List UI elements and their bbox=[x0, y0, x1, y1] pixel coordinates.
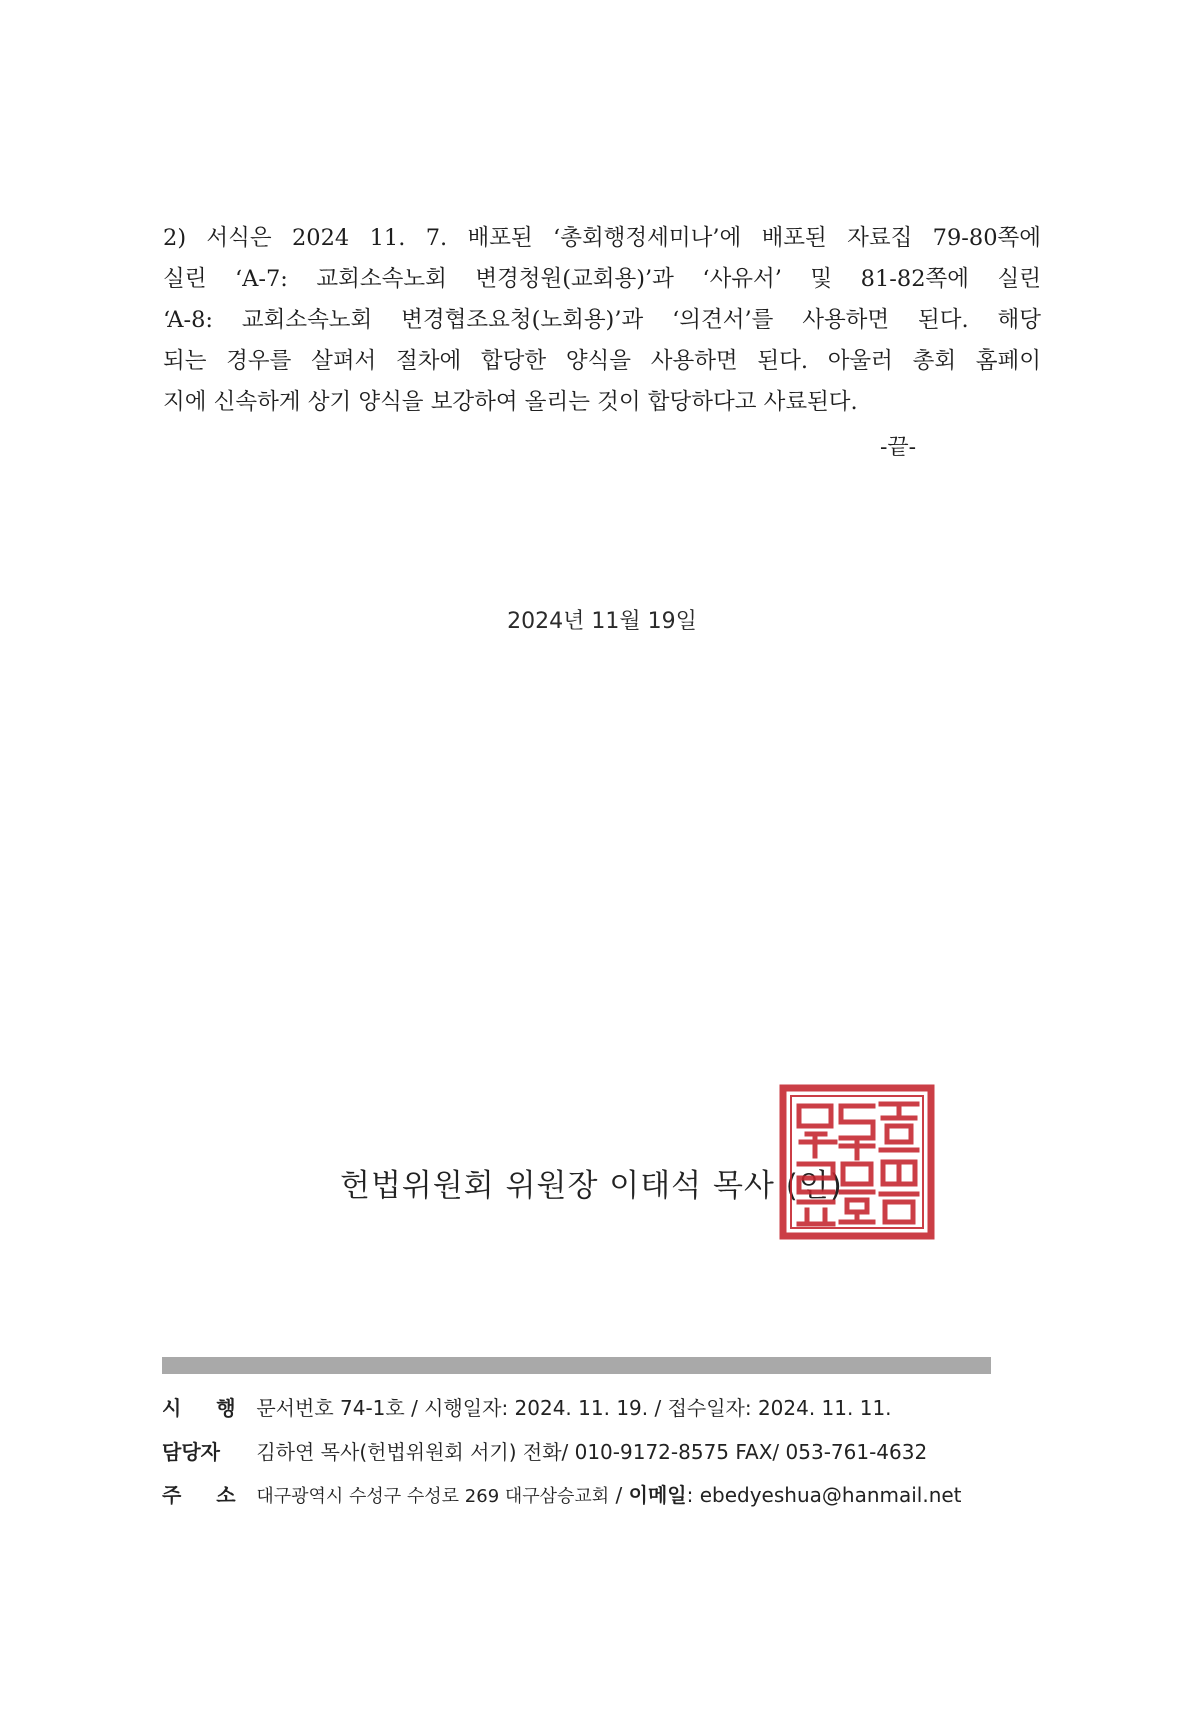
body-line: 되는 경우를 살펴서 절차에 합당한 양식을 사용하면 된다. 아울러 총회 홈페이 bbox=[163, 348, 1041, 374]
document-date: 2024년 11월 19일 bbox=[507, 609, 697, 634]
official-seal-stamp bbox=[777, 1082, 937, 1242]
footer-address-row bbox=[162, 1479, 962, 1508]
body-line: 지에 신속하게 상기 양식을 보강하여 올리는 것이 합당하다고 사료된다. bbox=[163, 389, 858, 415]
footer-contact-row bbox=[162, 1436, 927, 1465]
body-line: ‘A-8: 교회소속노회 변경협조요청(노회용)’과 ‘의견서’를 사용하면 된다. 해당 bbox=[163, 307, 1041, 333]
signature-line: 헌법위원회 위원장 이태석 목사 (인) bbox=[340, 1168, 843, 1204]
email-label: 이메일 bbox=[628, 1483, 687, 1507]
footer-divider-bar bbox=[162, 1357, 991, 1374]
body-line: 실린 ‘A-7: 교회소속노회 변경청원(교회용)’과 ‘사유서’ 및 81-82쪽에 실린 bbox=[163, 266, 1041, 292]
end-mark: -끝- bbox=[880, 435, 917, 460]
implementation-label: 시 행 bbox=[162, 1396, 250, 1420]
address-separator: / bbox=[609, 1483, 629, 1507]
footer-implementation-row bbox=[162, 1392, 892, 1421]
email-address: : ebedyeshua@hanmail.net bbox=[686, 1483, 962, 1507]
contact-person-text: 김하연 목사(헌법위원회 서기) 전화/ 010-9172-8575 FAX/ 053-761-4632 bbox=[256, 1440, 928, 1464]
contact-person-label: 담당자 bbox=[162, 1440, 220, 1464]
address-text: 대구광역시 수성구 수성로 269 대구삼승교회 bbox=[256, 1486, 610, 1507]
body-line: 2) 서식은 2024 11. 7. 배포된 ‘총회행정세미나’에 배포된 자료집 79-80쪽에 bbox=[163, 225, 1041, 251]
implementation-text: 문서번호 74-1호 / 시행일자: 2024. 11. 19. / 접수일자: 2024. 11. 11. bbox=[256, 1396, 892, 1420]
body-paragraph bbox=[163, 218, 1041, 423]
address-label: 주 소 bbox=[162, 1483, 250, 1507]
